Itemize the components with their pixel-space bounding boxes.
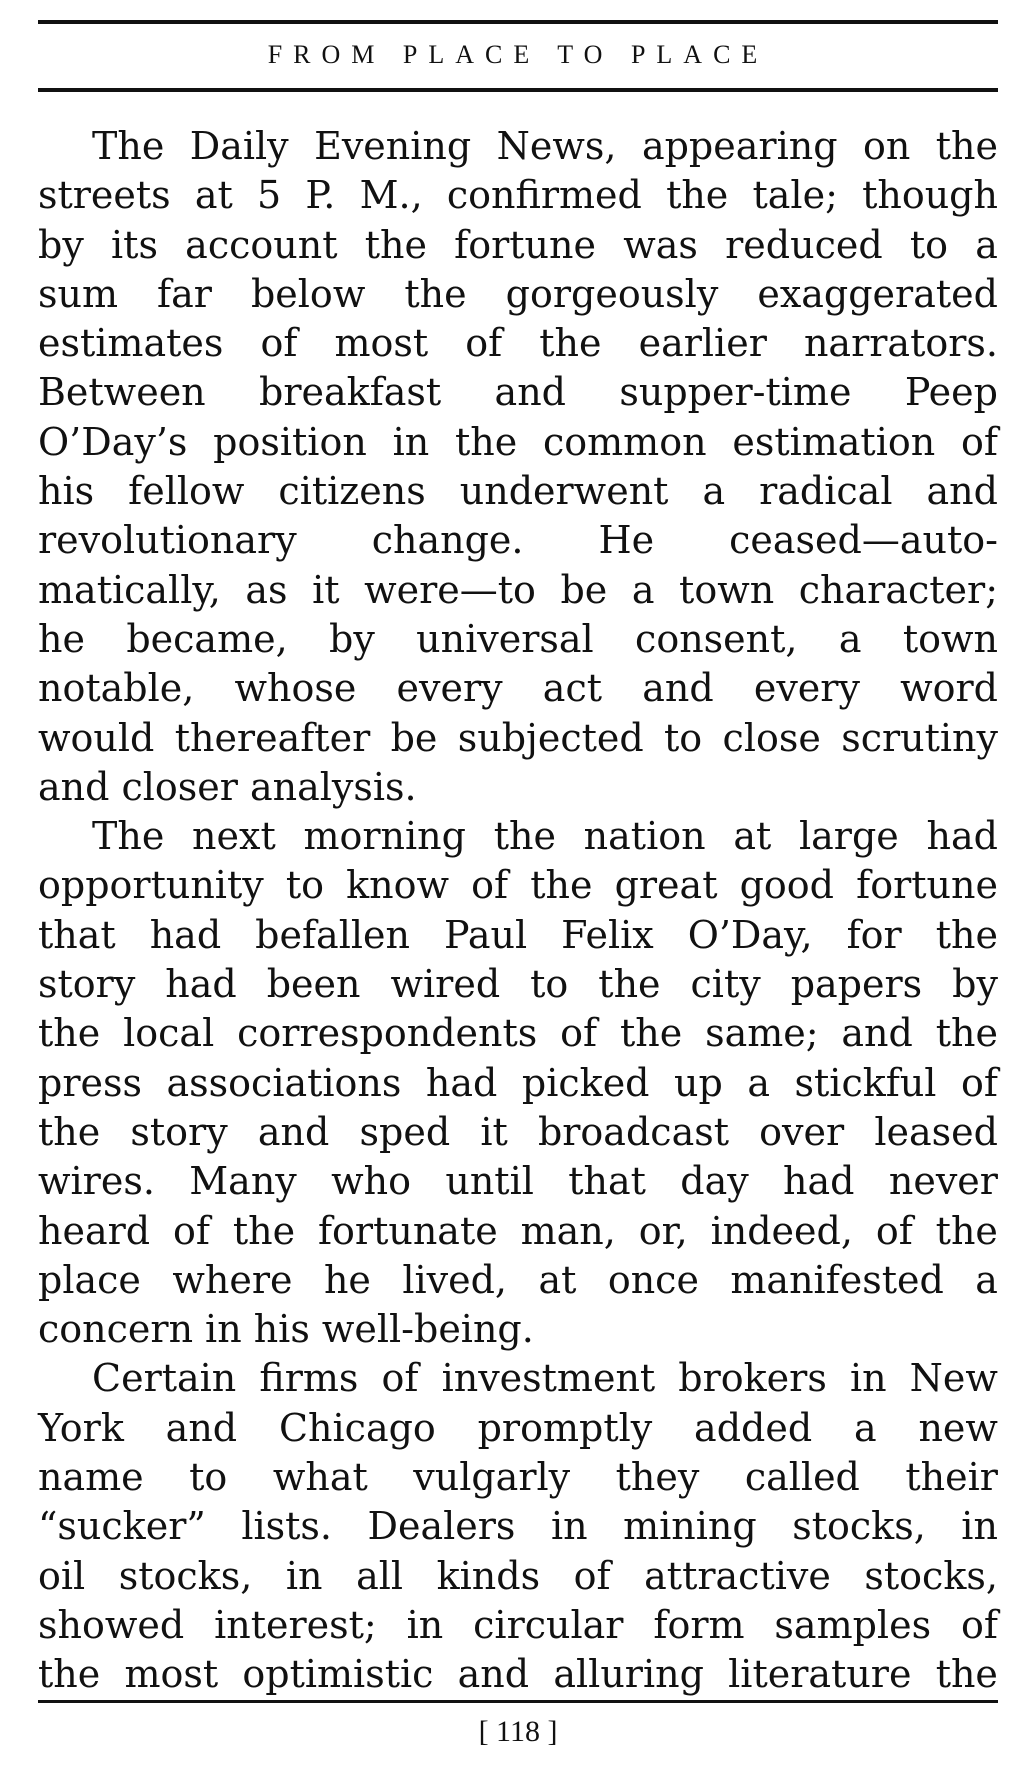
text-line: O’Day’s position in the common estimation of (38, 419, 998, 464)
text-line: the local correspondents of the same; and the (38, 1011, 998, 1056)
text-line: notable, whose every act and every word (38, 666, 998, 711)
book-page (38, 0, 998, 1767)
top-rule (38, 20, 998, 24)
text-line: press associations had picked up a stickful of (38, 1060, 998, 1105)
text-line: that had befallen Paul Felix O’Day, for the (38, 912, 998, 957)
text-line: opportunity to know of the great good fortune (38, 863, 998, 908)
text-line: oil stocks, in all kinds of attractive stocks, (38, 1553, 998, 1598)
text-line: estimates of most of the earlier narrators. (38, 321, 998, 366)
body-text (38, 122, 998, 1700)
running-head: FROM PLACE TO PLACE (267, 40, 769, 69)
text-line: wires. Many who until that day had never (38, 1159, 998, 1204)
text-line: The Daily Evening News, appearing on the (92, 124, 998, 168)
text-line: by its account the fortune was reduced to a (38, 222, 998, 267)
text-line: place where he lived, at once manifested a (38, 1257, 998, 1302)
text-line: would thereafter be subjected to close scrutiny (38, 715, 998, 760)
text-line: concern in his well-being. (38, 1307, 534, 1352)
text-line: Between breakfast and supper-time Peep (38, 370, 998, 415)
text-line: “sucker” lists. Dealers in mining stocks, in (38, 1504, 998, 1549)
text-line: York and Chicago promptly added a new (38, 1405, 998, 1450)
text-line: showed interest; in circular form samples of (38, 1602, 998, 1647)
text-line: Certain firms of investment brokers in New (92, 1356, 998, 1401)
text-line: and closer analysis. (38, 764, 417, 809)
text-line: revolutionary change. He ceased—auto- (38, 518, 998, 563)
bottom-rule (38, 1700, 998, 1703)
text-line: matically, as it were—to be a town character; (38, 567, 998, 612)
text-line: the story and sped it broadcast over leased (38, 1109, 998, 1154)
text-line: sum far below the gorgeously exaggerated (38, 271, 998, 316)
text-line: his fellow citizens underwent a radical and (38, 469, 998, 514)
text-line: the most optimistic and alluring literature the (38, 1652, 998, 1697)
page-number: [ 118 ] (478, 1715, 558, 1748)
text-line: he became, by universal consent, a town (38, 616, 998, 661)
text-line: heard of the fortunate man, or, indeed, of the (38, 1208, 998, 1253)
head-rule (38, 88, 998, 92)
text-line: streets at 5 P. M., confirmed the tale; though (38, 173, 998, 218)
text-line: name to what vulgarly they called their (38, 1455, 998, 1500)
text-line: story had been wired to the city papers by (38, 962, 998, 1007)
text-line: The next morning the nation at large had (92, 814, 998, 859)
